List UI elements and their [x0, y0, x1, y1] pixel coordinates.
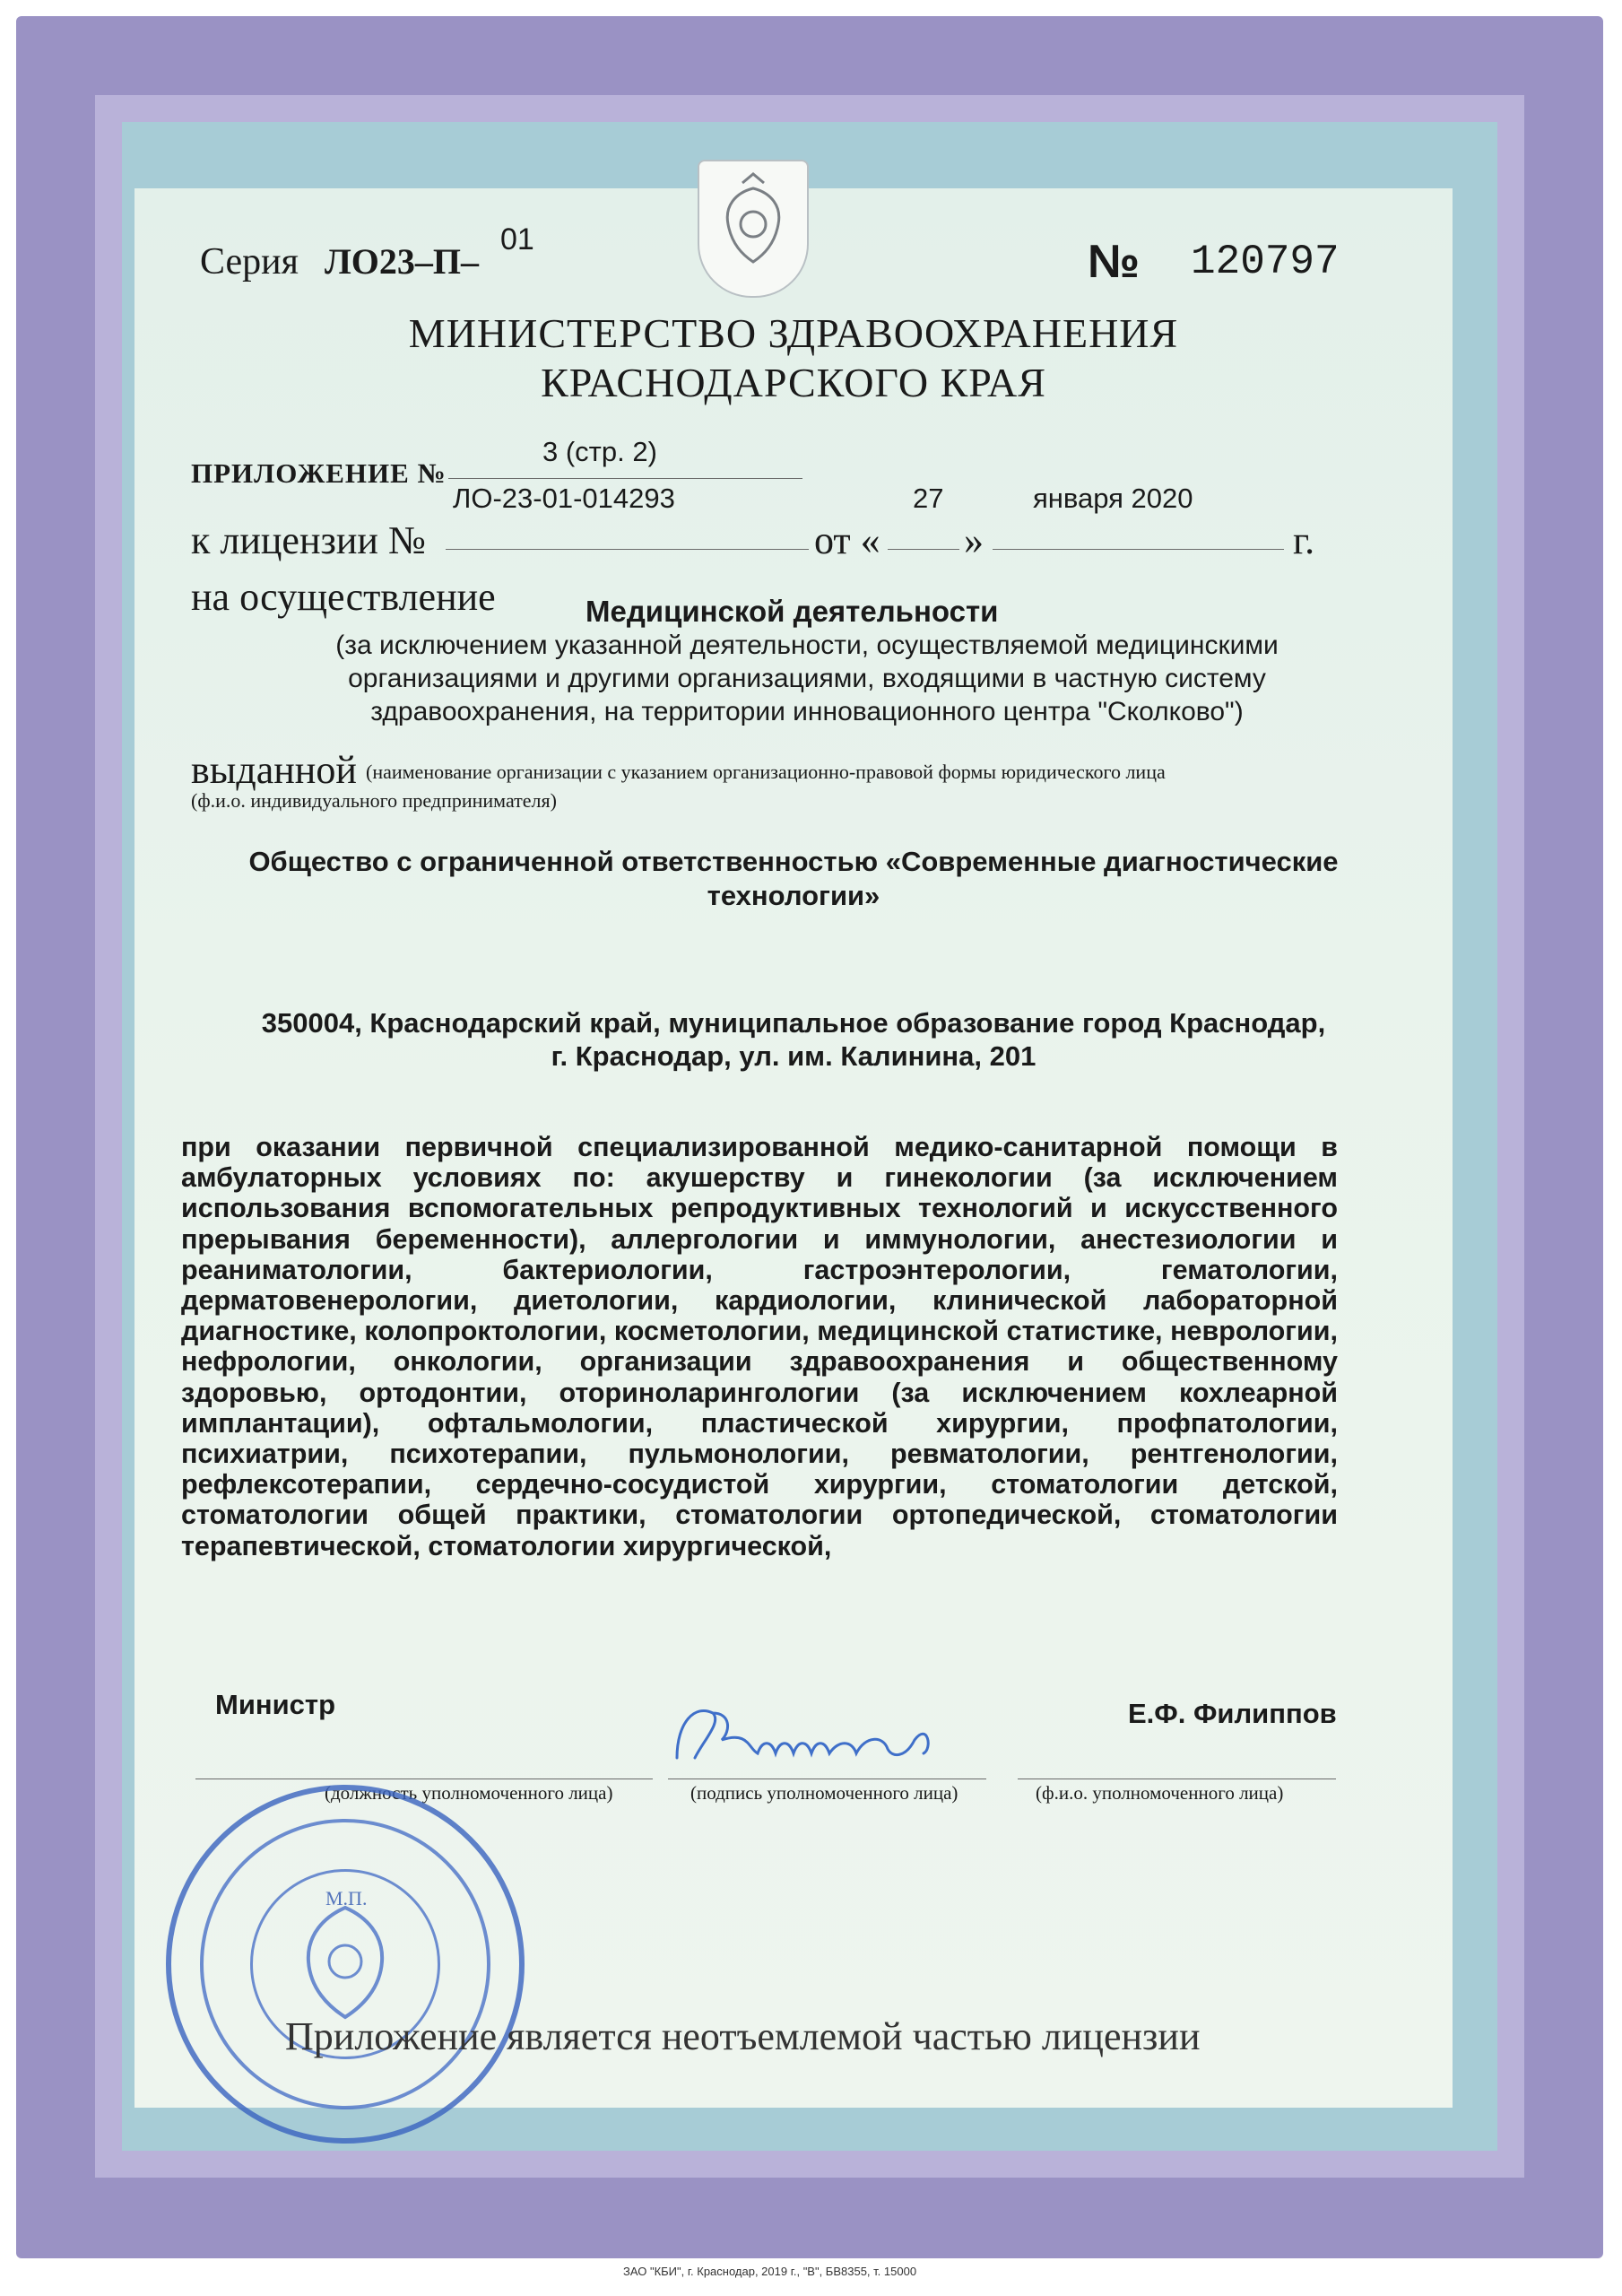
activity-note-line3: здравоохранения, на территории инновационного центра "Сколково")	[370, 697, 1244, 726]
address-line2: г. Краснодар, ул. им. Калинина, 201	[551, 1040, 1037, 1072]
ministry-title-line2: КРАСНОДАРСКОГО КРАЯ	[541, 360, 1046, 405]
month-underline	[993, 549, 1284, 550]
handwritten-signature	[659, 1686, 964, 1785]
caption-position: (должность уполномоченного лица)	[325, 1782, 613, 1804]
address-line1: 350004, Краснодарский край, муниципальное образование город Краснодар,	[261, 1007, 1326, 1039]
number-sign: №	[1088, 236, 1140, 288]
issued-hint-line2: (ф.и.о. индивидуального предпринимателя)	[191, 789, 557, 812]
date-close: »	[964, 518, 984, 562]
license-number-underline	[446, 549, 809, 550]
license-label: к лицензии №	[191, 518, 426, 562]
signatory-name: Е.Ф. Филиппов	[1128, 1698, 1337, 1729]
series-label: Серия	[200, 241, 299, 283]
year-suffix: г.	[1293, 518, 1315, 562]
license-number: ЛО-23-01-014293	[453, 483, 675, 514]
signatory-position: Министр	[215, 1689, 336, 1720]
annex-label: ПРИЛОЖЕНИЕ №	[191, 457, 447, 489]
license-form-number: 120797	[1191, 239, 1340, 285]
annex-number: 3 (стр. 2)	[542, 436, 657, 467]
ministry-title-line1: МИНИСТЕРСТВО ЗДРАВООХРАНЕНИЯ	[408, 310, 1179, 356]
services-list: при оказании первичной специализированной медико-санитарной помощи в амбулаторных условиях по: акушерству и гинекологии (за исключением использования вспомогательных репродуктивных технологий и искусственного прерывания беременности), аллергологии и иммунологии, анестезиологии и реаниматологии, бактериологии, гастроэнтерологии, гематологии, дерматовенерологии, диетологии, кардиологии, клинической лабораторной диагностике, колопроктологии, косметологии, медицинской статистике, неврологии, нефрологии, онкологии, организации здравоохранения и общественному здоровью, ортодонтии, оториноларингологии (за исключением кохлеарной имплантации), офтальмологии, пластической хирургии, профпатологии, психиатрии, психотерапии, пульмонологии, ревматологии, рентгенологии, рефлексотерапии, сердечно-сосудистой хирургии, стоматологии детской, стоматологии общей практики, стоматологии ортопедической, стоматологии терапевтической, стоматологии хирургической,	[181, 1132, 1338, 1561]
activity-note-line2: организациями и другими организациями, входящими в частную систему	[348, 664, 1266, 693]
caption-name: (ф.и.о. уполномоченного лица)	[1036, 1782, 1284, 1804]
organization-name-line2: технологии»	[707, 880, 880, 911]
license-day: 27	[913, 483, 944, 514]
license-month-year: января 2020	[1033, 483, 1193, 514]
activity-note-line1: (за исключением указанной деятельности, осуществляемой медицинскими	[335, 631, 1279, 660]
official-seal	[166, 1785, 525, 2144]
series-code: ЛО23–П–	[325, 241, 480, 282]
annex-underline	[448, 478, 802, 479]
coat-of-arms-icon	[698, 160, 809, 298]
organization-name-line1: Общество с ограниченной ответственностью «Современные диагностические	[248, 846, 1339, 877]
issued-hint-line1: (наименование организации с указанием организационно-правовой формы юридического лица	[366, 761, 1166, 783]
caption-signature: (подпись уполномоченного лица)	[690, 1782, 958, 1804]
printer-imprint: ЗАО "КБИ", г. Краснодар, 2019 г., "В", БВ8355, т. 15000	[623, 2265, 917, 2278]
footer-statement: Приложение является неотъемлемой частью лицензии	[285, 2014, 1201, 2058]
activity-title: Медицинской деятельности	[585, 595, 999, 628]
day-underline	[888, 549, 959, 550]
activity-label: на осуществление	[191, 575, 496, 619]
series-suffix: 01	[500, 222, 534, 257]
date-from-label: от «	[814, 518, 880, 562]
seal-mp: М.П.	[325, 1887, 368, 1909]
issued-label: выданной	[191, 748, 357, 792]
